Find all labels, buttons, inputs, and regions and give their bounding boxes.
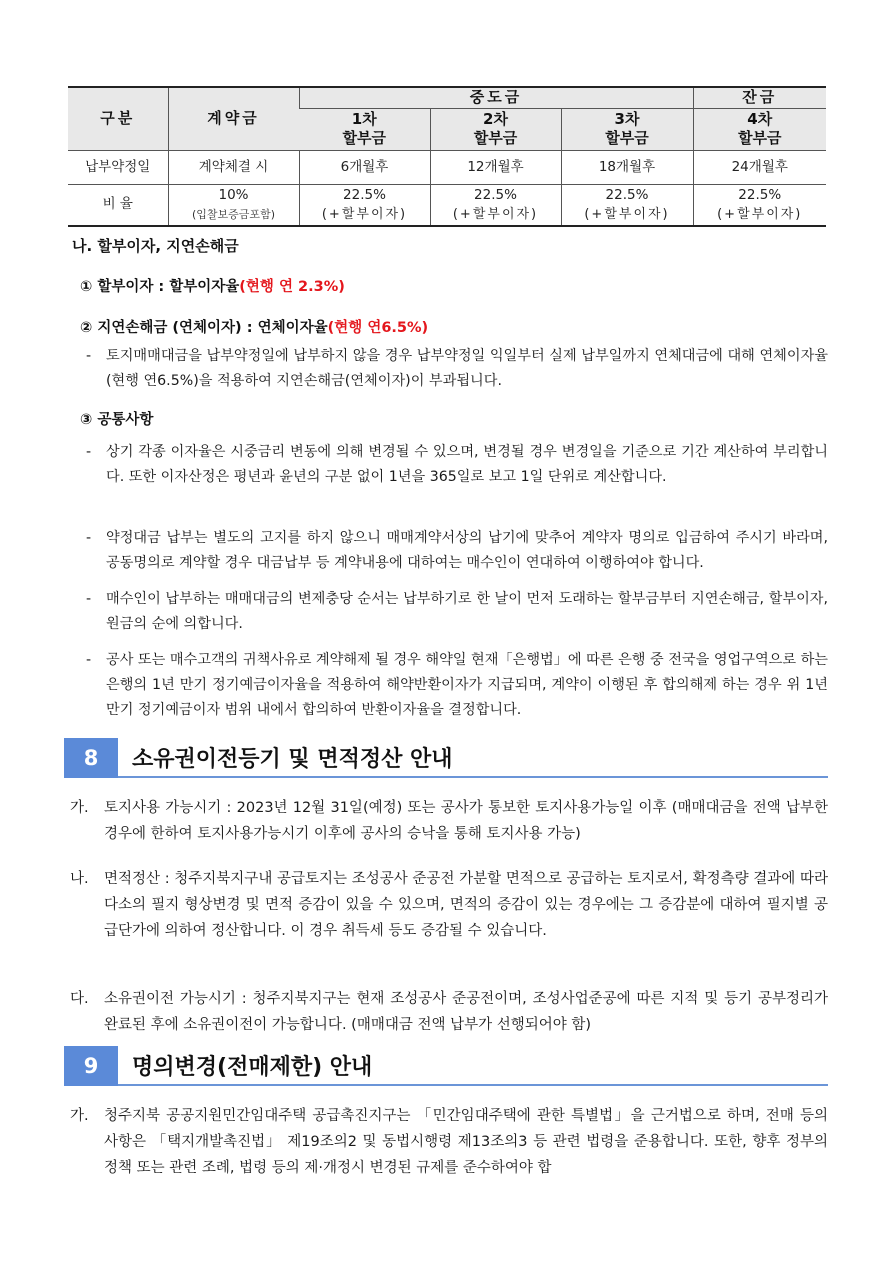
table-row-due-date bbox=[68, 150, 826, 184]
header-category: 구분 bbox=[68, 87, 168, 150]
cell-due-contract: 계약체결 시 bbox=[168, 150, 299, 184]
common-items-heading: ③ 공통사항 bbox=[80, 412, 154, 428]
section-number-badge: 8 bbox=[64, 738, 118, 778]
cell-due-1: 6개월후 bbox=[299, 150, 430, 184]
header-contract: 계약금 bbox=[168, 87, 299, 150]
cell-ratio-3: 22.5% (+할부이자) bbox=[561, 184, 693, 226]
section-title: 명의변경(전매제한) 안내 bbox=[132, 1055, 373, 1080]
section-title: 소유권이전등기 및 면적정산 안내 bbox=[132, 747, 453, 772]
section-8-item: 나. 면적정산 : 청주지북지구내 공급토지는 조성공사 준공전 가분할 면적으로 공급하는 토지로서, 확정측량 결과에 따라 다소의 필지 형상변경 및 면적 증감이 있을 수 있으며, 면적의 증감이 있는 경우에는 그 증감분에 대하여 필지별 공급단가에 의하여 정산합니다. 이 경우 취득세 등도 증감될 수 있습니다. bbox=[70, 871, 828, 939]
row-label-due: 납부약정일 bbox=[68, 150, 168, 184]
header-installment-2: 2차 할부금 bbox=[430, 108, 561, 150]
section-9-item: 가. 청주지북 공공지원민간임대주택 공급촉진지구는 「민간임대주택에 관한 특별법」을 근거법으로 하며, 전매 등의 사항은 「택지개발촉진법」 제19조의2 및 동법시행령 제13조의3 등 관련 법령을 준용합니다. 또한, 향후 정부의 정책 또는 관련 조례, 법령 등의 제·개정시 변경된 규제를 준수하여야 합 bbox=[70, 1108, 828, 1176]
common-item: - 상기 각종 이자율은 시중금리 변동에 의해 변경될 수 있으며, 변경될 경우 변경일을 기준으로 기간 계산하여 부리합니다. 또한 이자산정은 평년과 윤년의 구분 없이 1년을 365일로 보고 1일 단위로 계산합니다. bbox=[86, 444, 828, 485]
common-item: - 매수인이 납부하는 매매대금의 변제충당 순서는 납부하기로 한 날이 먼저 도래하는 할부금부터 지연손해금, 할부이자, 원금의 순에 의합니다. bbox=[86, 591, 828, 632]
late-interest-description: - 토지매매대금을 납부약정일에 납부하지 않을 경우 납부약정일 익일부터 실제 납부일까지 연체대금에 대해 연체이자율(현행 연6.5%)을 적용하여 지연손해금(연체이자)이 부과됩니다. bbox=[86, 348, 828, 389]
row-label-ratio: 비 율 bbox=[68, 184, 168, 226]
cell-ratio-2: 22.5% (+할부이자) bbox=[430, 184, 561, 226]
section-number-badge: 9 bbox=[64, 1046, 118, 1086]
cell-due-4: 24개월후 bbox=[693, 150, 826, 184]
installment-rate-highlight: (현행 연 2.3%) bbox=[239, 279, 345, 295]
cell-due-2: 12개월후 bbox=[430, 150, 561, 184]
section-8-header bbox=[64, 738, 828, 778]
cell-ratio-1: 22.5% (+할부이자) bbox=[299, 184, 430, 226]
section-9-header bbox=[64, 1046, 828, 1086]
section-8-item: 다. 소유권이전 가능시기 : 청주지북지구는 현재 조성공사 준공전이며, 조성사업준공에 따른 지적 및 등기 공부정리가 완료된 후에 소유권이전이 가능합니다. (매매대금 전액 납부가 선행되어야 함) bbox=[70, 991, 828, 1033]
common-item: - 공사 또는 매수고객의 귀책사유로 계약해제 될 경우 해약일 현재「은행법」에 따른 은행 중 전국을 영업구역으로 하는 은행의 1년 만기 정기예금이자율을 적용하여 해약반환이자가 지급되며, 계약이 이행된 후 합의해제 하는 경우 위 1년 만기 정기예금이자 범위 내에서 합의하여 반환이자율을 결정합니다. bbox=[86, 652, 828, 718]
header-installment-4: 4차 할부금 bbox=[693, 108, 826, 150]
header-installment-1: 1차 할부금 bbox=[299, 108, 430, 150]
subsection-heading: 나. 할부이자, 지연손해금 bbox=[72, 237, 239, 255]
header-balance: 잔금 bbox=[693, 87, 826, 108]
installment-interest-item: ① 할부이자 : 할부이자율(현행 연 2.3%) bbox=[80, 279, 345, 295]
header-installment-3: 3차 할부금 bbox=[561, 108, 693, 150]
section-underline bbox=[118, 776, 828, 778]
late-interest-item: ② 지연손해금 (연체이자) : 연체이자율(현행 연6.5%) bbox=[80, 320, 429, 336]
common-item: - 약정대금 납부는 별도의 고지를 하지 않으니 매매계약서상의 납기에 맞추어 계약자 명의로 입금하여 주시기 바라며, 공동명의로 계약할 경우 대금납부 등 계약내용에 대하여는 매수인이 연대하여 이행하여야 합니다. bbox=[86, 530, 828, 571]
cell-ratio-contract: 10% (입찰보증금포함) bbox=[168, 184, 299, 226]
cell-ratio-4: 22.5% (+할부이자) bbox=[693, 184, 826, 226]
section-8-item: 가. 토지사용 가능시기 : 2023년 12월 31일(예정) 또는 공사가 통보한 토지사용가능일 이후 (매매대금을 전액 납부한 경우에 한하여 토지사용가능시기 이후에 공사의 승낙을 통해 토지사용 가능) bbox=[70, 800, 828, 842]
cell-due-3: 18개월후 bbox=[561, 150, 693, 184]
late-rate-highlight: (현행 연6.5%) bbox=[327, 320, 429, 336]
section-underline bbox=[118, 1084, 828, 1086]
payment-schedule-table bbox=[68, 86, 826, 227]
table-row-ratio bbox=[68, 184, 826, 226]
header-middle-payment: 중도금 bbox=[299, 87, 693, 108]
